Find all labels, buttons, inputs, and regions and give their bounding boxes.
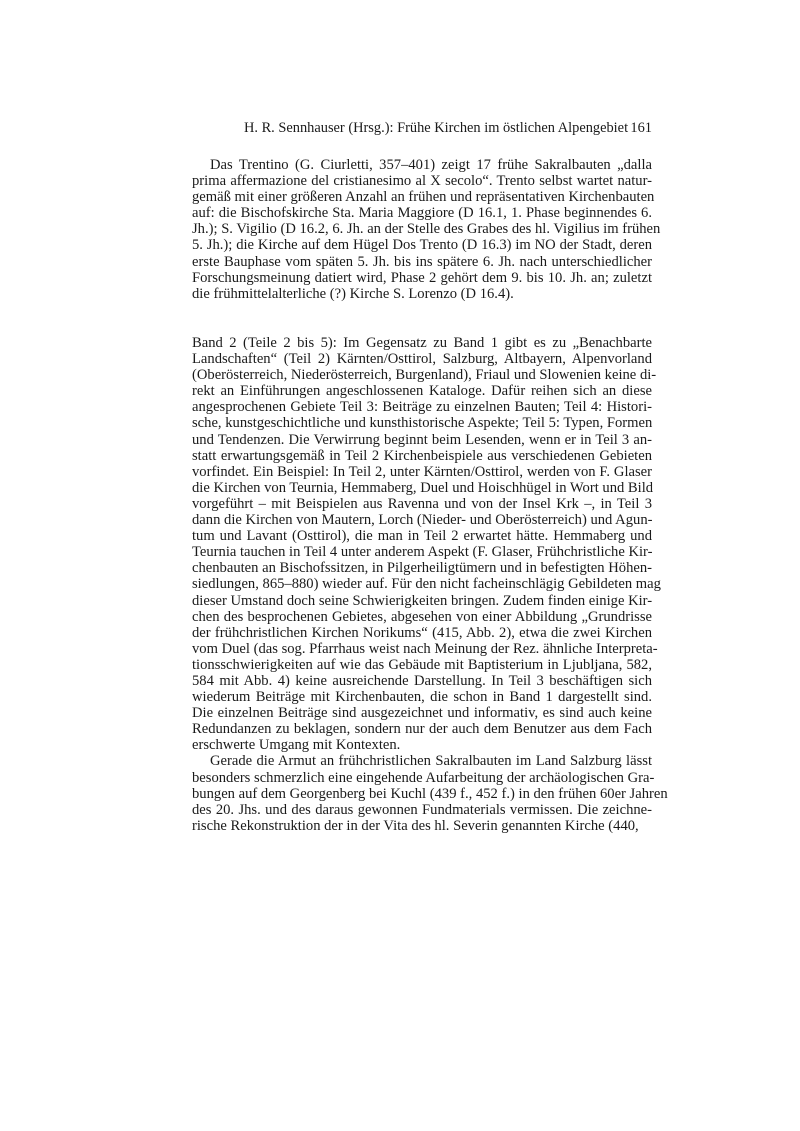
- text-line: bungen auf dem Georgenberg bei Kuchl (439 f., 452 f.) in den frühen 60er Jahren: [192, 785, 668, 802]
- paragraph: [192, 157, 661, 302]
- text-line: der frühchristlichen Kirchen Norikums“ (415, Abb. 2), etwa die zwei Kirchen: [192, 624, 652, 641]
- text-line: erste Bauphase vom späten 5. Jh. bis ins spätere 6. Jh. nach unterschiedlicher: [192, 253, 652, 270]
- text-line: besonders schmerzlich eine eingehende Aufarbeitung der archäologischen Gra-: [192, 769, 655, 786]
- text-line: gemäß mit einer größeren Anzahl an frühen und repräsentativen Kirchenbauten: [192, 189, 655, 206]
- paragraph: [192, 335, 661, 754]
- text-line: Jh.); S. Vigilio (D 16.2, 6. Jh. an der Stelle des Grabes des hl. Vigilius im frühen: [192, 221, 661, 238]
- text-line: sche, kunstgeschichtliche und kunsthistorische Aspekte; Teil 5: Typen, Formen: [192, 415, 653, 432]
- text-line: die Kirchen von Teurnia, Hemmaberg, Duel und Hoischhügel in Wort und Bild: [192, 479, 654, 496]
- text-block-band-2: [192, 335, 668, 834]
- text-line: die frühmittelalterliche (?) Kirche S. Lorenzo (D 16.4).: [192, 285, 514, 302]
- text-line: Das Trentino (G. Ciurletti, 357–401) zeigt 17 frühe Sakralbauten „dalla: [210, 157, 652, 173]
- text-line: des 20. Jhs. und des daraus gewonnen Fundmaterials vermissen. Die zeichne-: [192, 801, 652, 818]
- text-line: chen des besprochenen Gebietes, abgesehen von einer Abbildung „Grundrisse: [192, 608, 652, 625]
- text-line: vom Duel (das sog. Pfarrhaus weist nach Meinung der Rez. ähnliche Interpreta-: [192, 640, 658, 657]
- text-line: Band 2 (Teile 2 bis 5): Im Gegensatz zu Band 1 gibt es zu „Benachbarte: [192, 335, 652, 351]
- text-block-trentino: [192, 157, 661, 302]
- text-line: chenbauten an Bischofssitzen, in Pilgerheiligtümern und in befestigten Höhen-: [192, 560, 652, 577]
- text-line: erschwerte Umgang mit Kontexten.: [192, 737, 401, 754]
- text-line: 584 mit Abb. 4) keine ausreichende Darstellung. In Teil 3 beschäftigen sich: [192, 672, 652, 689]
- text-line: siedlungen, 865–880) wieder auf. Für den nicht facheinschlägig Gebildeten mag: [192, 576, 661, 593]
- text-line: vorgeführt – mit Beispielen aus Ravenna und von der Insel Krk –, in Teil 3: [192, 495, 652, 512]
- text-line: (Oberösterreich, Niederösterreich, Burgenland), Friaul und Slowenien keine di-: [192, 367, 657, 384]
- text-line: rekt an Einführungen angeschlossenen Kataloge. Dafür reihen sich an diese: [192, 383, 652, 400]
- page-number: 161: [630, 120, 652, 136]
- text-line: 5. Jh.); die Kirche auf dem Hügel Dos Trento (D 16.3) im NO der Stadt, deren: [192, 237, 652, 254]
- text-line: vorfindet. Ein Beispiel: In Teil 2, unter Kärnten/Osttirol, werden von F. Glaser: [192, 463, 652, 480]
- text-line: prima affermazione del cristianesimo al X secolo“. Trento selbst wartet natur-: [192, 173, 652, 190]
- text-line: auf: die Bischofskirche Sta. Maria Maggiore (D 16.1, 1. Phase beginnendes 6.: [192, 205, 652, 222]
- text-line: und Tendenzen. Die Verwirrung beginnt beim Lesenden, wenn er in Teil 3 an-: [192, 431, 652, 448]
- text-line: tum und Lavant (Osttirol), die man in Teil 2 erwartet hätte. Hemmaberg und: [192, 528, 652, 545]
- text-line: Die einzelnen Beiträge sind ausgezeichnet und informativ, es sind auch keine: [192, 705, 652, 722]
- text-line: Teurnia tauchen in Teil 4 unter anderem Aspekt (F. Glaser, Frühchristliche Kir-: [192, 544, 653, 561]
- text-line: angesprochenen Gebiete Teil 3: Beiträge zu einzelnen Bauten; Teil 4: Histori-: [192, 399, 652, 416]
- text-line: Redundanzen zu beklagen, sondern nur der auch dem Benutzer aus dem Fach: [192, 721, 652, 738]
- text-line: statt erwartungsgemäß in Teil 2 Kirchenbeispiele aus verschiedenen Gebieten: [192, 447, 652, 464]
- paragraph: [192, 753, 668, 834]
- text-line: wiederum Beiträge mit Kirchenbauten, die schon in Band 1 dargestellt sind.: [192, 689, 652, 706]
- running-title: H. R. Sennhauser (Hrsg.): Frühe Kirchen im östlichen Alpengebiet: [244, 120, 629, 136]
- text-line: dann die Kirchen von Mautern, Lorch (Nieder- und Oberösterreich) und Agun-: [192, 512, 653, 529]
- text-line: Forschungsmeinung datiert wird, Phase 2 gehört dem 9. bis 10. Jh. an; zuletzt: [192, 269, 652, 286]
- text-line: dieser Umstand doch seine Schwierigkeiten bringen. Zudem finden einige Kir-: [192, 592, 653, 609]
- text-line: Landschaften“ (Teil 2) Kärnten/Osttirol, Salzburg, Altbayern, Alpenvorland: [192, 351, 652, 368]
- text-line: Gerade die Armut an frühchristlichen Sakralbauten im Land Salzburg lässt: [210, 753, 652, 770]
- running-header: [192, 119, 652, 137]
- text-line: tionsschwierigkeiten auf wie das Gebäude mit Baptisterium in Ljubljana, 582,: [192, 656, 652, 673]
- text-line: rische Rekonstruktion der in der Vita des hl. Severin genannten Kirche (440,: [192, 817, 639, 834]
